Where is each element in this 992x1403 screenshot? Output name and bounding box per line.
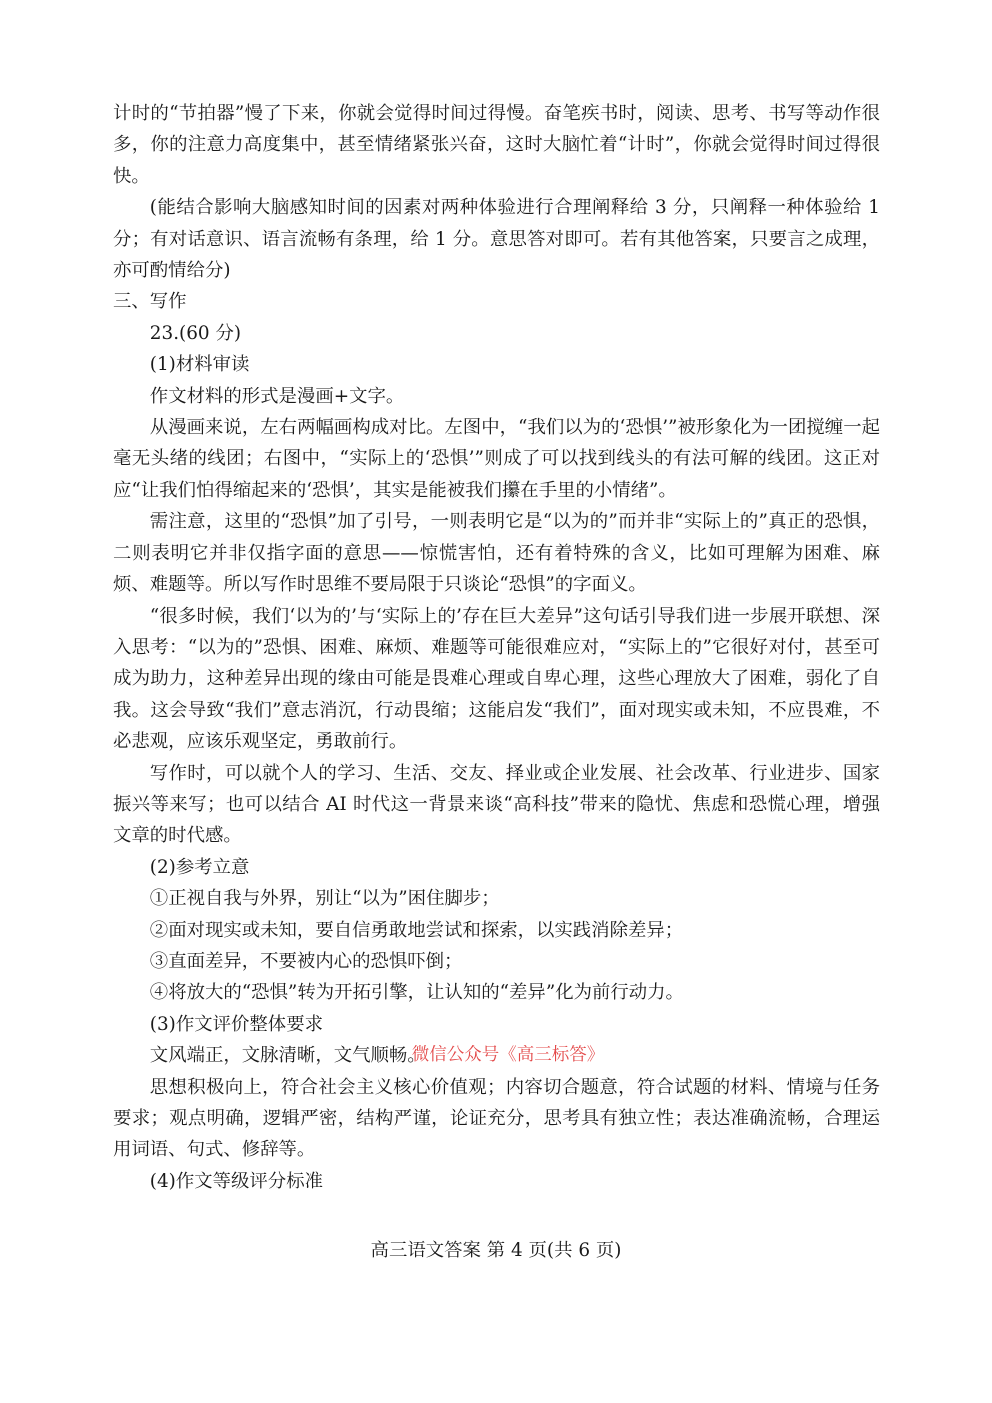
theme-item-2: ②面对现实或未知，要自信勇敢地尝试和探索，以实践消除差异； <box>149 919 684 941</box>
subheading-grading-standard: (4)作文等级评分标准 <box>149 1170 323 1192</box>
paragraph-scoring-note: (能结合影响大脑感知时间的因素对两种体验进行合理阐释给 3 分，只阐释一种体验给 1 分；有对话意识、语言流畅有条理，给 1 分。意思答对即可。若有其他答案，只要言之成理，亦可酌情给分) <box>113 197 880 282</box>
paragraph-quotation-note: 需注意，这里的“恐惧”加了引号，一则表明它是“以为的”而并非“实际上的”真正的恐惧，二则表明它并非仅指字面的意思——惊慌害怕，还有着特殊的含义，比如可理解为困难、麻烦、难题等。所以写作时思维不要局限于只谈论“恐惧”的字面义。 <box>113 511 880 596</box>
paragraph-timing-explanation: 计时的“节拍器”慢了下来，你就会觉得时间过得慢。奋笔疾书时，阅读、思考、书写等动作很多，你的注意力高度集中，甚至情绪紧张兴奋，这时大脑忙着“计时”，你就会觉得时间过得很快。 <box>113 103 880 187</box>
theme-item-1: ①正视自我与外界，别让“以为”困住脚步； <box>149 888 500 910</box>
paragraph-comic-analysis: 从漫画来说，左右两幅画构成对比。左图中，“我们以为的‘恐惧’”被形象化为一团搅缠一起毫无头绪的线团；右图中，“实际上的‘恐惧’”则成了可以找到线头的有法可解的线团。这正对应“让我们怕得缩起来的‘恐惧’，其实是能被我们攥在手里的小情绪”。 <box>113 417 880 501</box>
subheading-reference-theme: (2)参考立意 <box>149 856 250 878</box>
subheading-material-reading: (1)材料审读 <box>149 354 250 376</box>
paragraph-content-requirement: 思想积极向上，符合社会主义核心价值观；内容切合题意，符合试题的材料、情境与任务要求；观点明确，逻辑严密，结构严谨，论证充分，思考具有独立性；表达准确流畅，合理运用词语、句式、修辞等。 <box>113 1076 880 1161</box>
subheading-overall-requirements: (3)作文评价整体要求 <box>149 1013 323 1035</box>
answer-document <box>113 98 880 1197</box>
theme-item-3: ③直面差异，不要被内心的恐惧吓倒； <box>149 950 463 972</box>
theme-item-4: ④将放大的“恐惧”转为开拓引擎，让认知的“差异”化为前行动力。 <box>149 982 684 1004</box>
paragraph-difference-analysis: “很多时候，我们‘以为的’与‘实际上的’存在巨大差异”这句话引导我们进一步展开联想、深入思考：“以为的”恐惧、困难、麻烦、难题等可能很难应对，“实际上的”它很好对付，甚至可成为助力，这种差异出现的缘由可能是畏难心理或自卑心理，这些心理放大了困难，弱化了自我。这会导致“我们”意志消沉，行动畏缩；这能启发“我们”，面对现实或未知，不应畏难，不必悲观，应该乐观坚定，勇敢前行。 <box>113 605 880 753</box>
paragraph-style-requirement-line <box>113 1040 880 1071</box>
page-footer: 高三语文答案 第 4 页(共 6 页) <box>370 1240 622 1261</box>
paragraph-style-requirement: 文风端正，文脉清晰，文气顺畅。 <box>149 1045 426 1067</box>
paragraph-material-form: 作文材料的形式是漫画+文字。 <box>149 385 405 407</box>
question-23-label: 23.(60 分) <box>149 322 242 344</box>
section-writing-heading: 三、写作 <box>113 291 187 313</box>
watermark-text: 微信公众号《高三标答》 <box>411 1045 605 1066</box>
paragraph-writing-scope: 写作时，可以就个人的学习、生活、交友、择业或企业发展、社会改革、行业进步、国家振兴等来写；也可以结合 AI 时代这一背景来谈“高科技”带来的隐忧、焦虑和恐慌心理，增强文章的时代感。 <box>113 762 880 847</box>
